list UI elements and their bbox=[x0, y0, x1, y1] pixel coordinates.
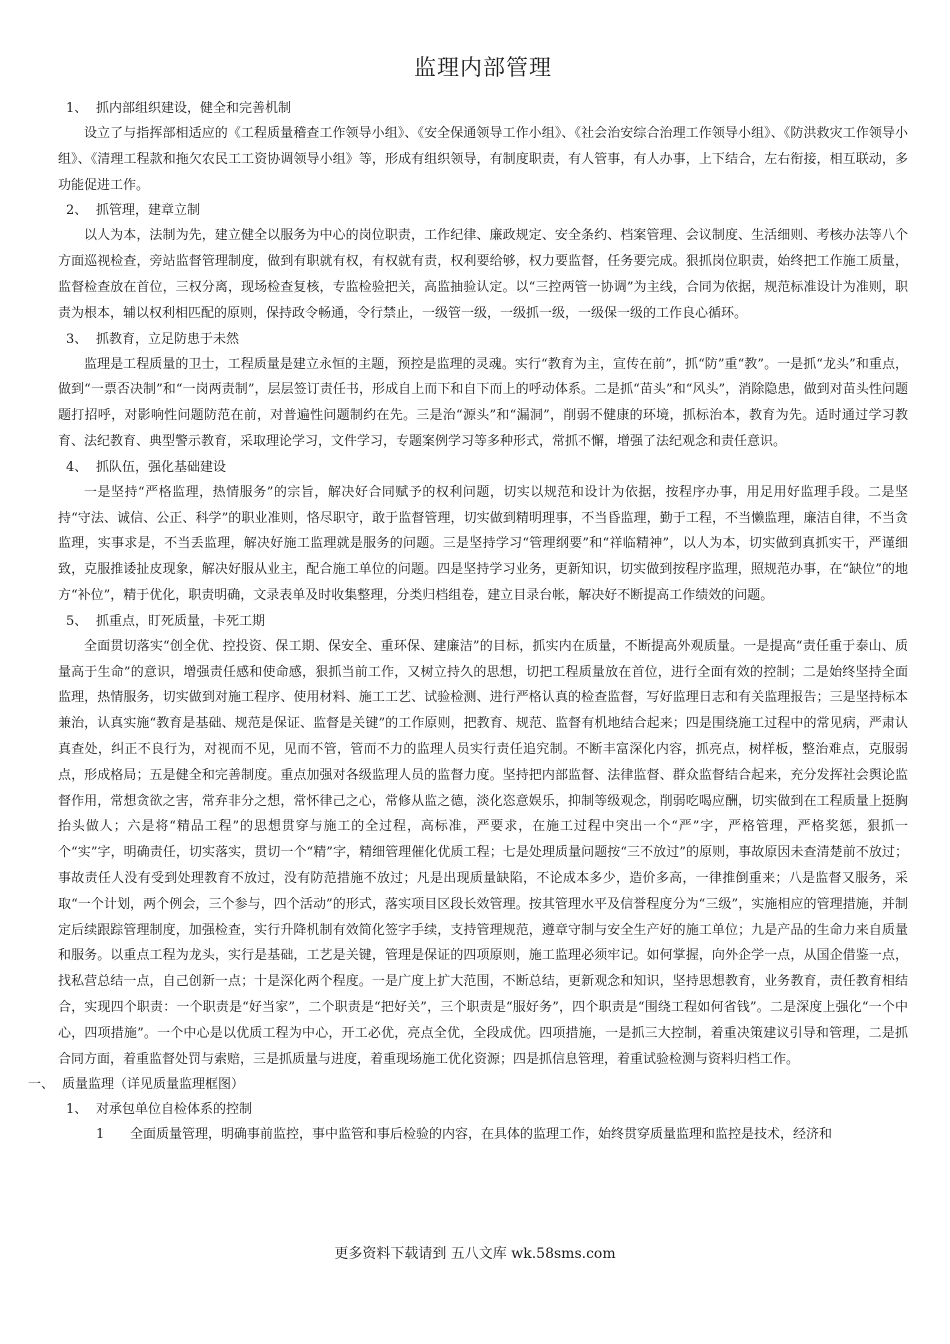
item-number: 4、 bbox=[66, 459, 88, 475]
item-heading bbox=[58, 455, 908, 480]
item-5 bbox=[58, 609, 908, 1073]
item-heading-text: 抓内部组织建设，健全和完善机制 bbox=[96, 101, 292, 116]
subitem bbox=[58, 1122, 908, 1147]
subsection-heading bbox=[58, 1097, 908, 1122]
item-number: 5、 bbox=[66, 613, 88, 629]
item-heading-text: 抓队伍，强化基础建设 bbox=[96, 459, 227, 475]
item-3 bbox=[58, 327, 908, 455]
item-heading-text: 抓管理，建章立制 bbox=[96, 203, 201, 219]
item-heading bbox=[58, 198, 908, 223]
item-2 bbox=[58, 198, 908, 326]
section-number: 一、 bbox=[28, 1077, 55, 1093]
item-heading bbox=[58, 327, 908, 352]
page-title: 监理内部管理 bbox=[413, 56, 552, 81]
item-number: 2、 bbox=[66, 203, 88, 219]
subsection-number: 1、 bbox=[66, 1102, 88, 1118]
item-1 bbox=[58, 96, 908, 198]
item-body: 监理是工程质量的卫士，工程质量是建立永恒的主题，预控是监理的灵魂。实行“教育为主，宣传在前”，抓“防”重“教”。一是抓“龙头”和重点，做到“一票否决制”和“一岗两责制”，层层签订责任书，形成自上而下和自下而上的呼动体系。二是抓“苗头”和“风头”，消除隐患，做到对苗头性问题题打招呼，对影响性问题防范在前，对普遍性问题制约在先。三是治“源头”和“漏洞”，削弱不健康的环境，抓标治本，教育为先。适时通过学习教育、法纪教育、典型警示教育，采取理论学习，文件学习，专题案例学习等多种形式，常抓不懈，增强了法纪观念和责任意识。 bbox=[58, 356, 908, 449]
item-body: 设立了与指挥部相适应的《工程质量稽查工作领导小组》、《安全保通领导工作小组》、《社会治安综合治理工作领导小组》、《防洪救灾工作领导小组》、《清理工程款和拖欠农民工工资协调领导小组》等，形成有组织领导，有制度职责，有人管事，有人办事，上下结合，左右衔接，相互联动，多功能促进工作。 bbox=[58, 126, 908, 193]
document-page bbox=[28, 54, 908, 1147]
item-body: 全面贯切落实“创全优、控投资、保工期、保安全、重环保、建廉洁”的目标，抓实内在质量，不断提高外观质量。一是提高“责任重于泰山、质量高于生命”的意识，增强责任感和使命感，狠抓当前工作，又树立持久的思想，切把工程质量放在首位，进行全面有效的控制；二是始终坚持全面监理，热情服务，切实做到对施工程序、使用材料、施工工艺、试验检测、进行严格认真的检查监督，写好监理日志和有关监理报告；三是坚持标本兼治，认真实施“教育是基础、规范是保证、监督是关键”的工作原则，把教育、规范、监督有机地结合起来；四是围绕施工过程中的常见病，严肃认真查处，纠正不良行为，对视而不见，见而不管，管而不力的监理人员实行责任追究制。不断丰富深化内容，抓亮点，树样板，整治难点，克服弱点，形成格局；五是健全和完善制度。重点加强对各级监理人员的监督力度。坚持把内部监督、法律监督、群众监督结合起来，充分发挥社会舆论监督作用，常想贪欲之害，常弃非分之想，常怀律己之心，常修从监之德，淡化恣意娱乐，抑制等级观念，削弱吃喝应酬，切实做到在工程质量上挺胸抬头做人；六是将“精品工程”的思想贯穿与施工的全过程，高标准，严要求，在施工过程中突出一个“严”字，严格管理，严格奖惩，狠抓一个“实”字，明确责任，切实落实，贯切一个“精”字，精细管理催化优质工程；七是处理质量问题按“三不放过”的原则，事故原因未查清楚前不放过；事故责任人没有受到处理教育不放过，没有防范措施不放过；凡是出现质量缺陷，不论成本多少，造价多高，一律推倒重来；八是监督又服务，采取“一个计划，两个例会，三个参与，四个活动”的形式，落实项目区段长效管理。按其管理水平及信誉程度分为“三级”，实施相应的管理措施，并制定后续跟踪管理制度，加强检查，实行升降机制有效简化签字手续，支持管理规范，遵章守制与安全生产好的施工单位；九是产品的生命力来自质量和服务。以重点工程为龙头，实行是基础，工艺是关键，管理是保证的四项原则，施工监理必须牢记。如何掌握，向外企学一点，从国企借鉴一点，找私营总结一点，自己创新一点；十是深化两个程度。一是广度上扩大范围，不断总结，更新观念和知识，坚持思想教育，业务教育，责任教育相结合，实现四个职责：一个职责是“好当家”，二个职责是“把好关”，三个职责是“服好务”，四个职责是“围绕工程如何省钱”。二是深度上强化“一个中心，四项措施”。一个中心是以优质工程为中心，开工必优，亮点全优，全段成优。四项措施，一是抓三大控制，着重决策建议引导和管理，二是抓合同方面，着重监督处罚与索赔，三是抓质量与进度，着重现场施工优化资源；四是抓信息管理，着重试验检测与资料归档工作。 bbox=[58, 638, 908, 1067]
item-body: 一是坚持“严格监理，热情服务”的宗旨，解决好合同赋予的权利问题，切实以规范和设计为依据，按程序办事，用足用好监理手段。二是坚持“守法、诚信、公正、科学”的职业准则，恪尽职守，敢于监督管理，切实做到精明理事，不当昏监理，勤于工程，不当懒监理，廉洁自律，不当贪监理，实事求是，不当丢监理，解决好施工监理就是服务的问题。三是坚持学习“管理纲要”和“祥临精神”，以人为本，切实做到真抓实干，严谨细致，克服推诿扯皮现象，解决好服从业主，配合施工单位的问题。四是坚持学习业务，更新知识，切实做到按程序监理，照规范办事，在“缺位”的地方“补位”，精于优化，职责明确，文录表单及时收集整理，分类归档组卷，建立目录台帐，解决好不断提高工作绩效的问题。 bbox=[58, 484, 908, 603]
item-heading-text: 抓重点，盯死质量，卡死工期 bbox=[96, 613, 266, 629]
subsection-title: 对承包单位自检体系的控制 bbox=[96, 1102, 253, 1118]
item-4 bbox=[58, 455, 908, 609]
item-heading bbox=[58, 609, 908, 634]
item-body: 以人为本，法制为先，建立健全以服务为中心的岗位职责，工作纪律、廉政规定、安全条约、档案管理、会议制度、生活细则、考核办法等八个方面巡视检查，旁站监督管理制度，做到有职就有权，有权就有责，权利要给够，权力要监督，任务要完成。狠抓岗位职责，始终把工作施工质量，监督检查放在首位，三权分离，现场检查复核，专监检验把关，高监抽验认定。以“三控两管一协调”为主线，合同为依据，规范标准设计为准则，职责为根本，辅以权利相匹配的原则，保持政令畅通，令行禁止，一级管一级，一级抓一级，一级保一级的工作良心循环。 bbox=[58, 228, 908, 321]
footer-download-note: 更多资料下载请到 五八文库 wk.58sms.com bbox=[334, 1246, 616, 1262]
subitem-text: 全面质量管理，明确事前监控，事中监管和事后检验的内容，在具体的监理工作，始终贯穿质量监理和监控是技术，经济和 bbox=[130, 1127, 833, 1143]
item-heading bbox=[58, 96, 908, 121]
subitem-number: 1 bbox=[96, 1127, 105, 1143]
section-title: 质量监理（详见质量监理框图） bbox=[62, 1077, 245, 1093]
item-heading-text: 抓教育，立足防患于未然 bbox=[96, 331, 240, 347]
item-number: 1、 bbox=[66, 101, 88, 116]
item-number: 3、 bbox=[66, 331, 88, 347]
section-heading bbox=[28, 1072, 908, 1097]
